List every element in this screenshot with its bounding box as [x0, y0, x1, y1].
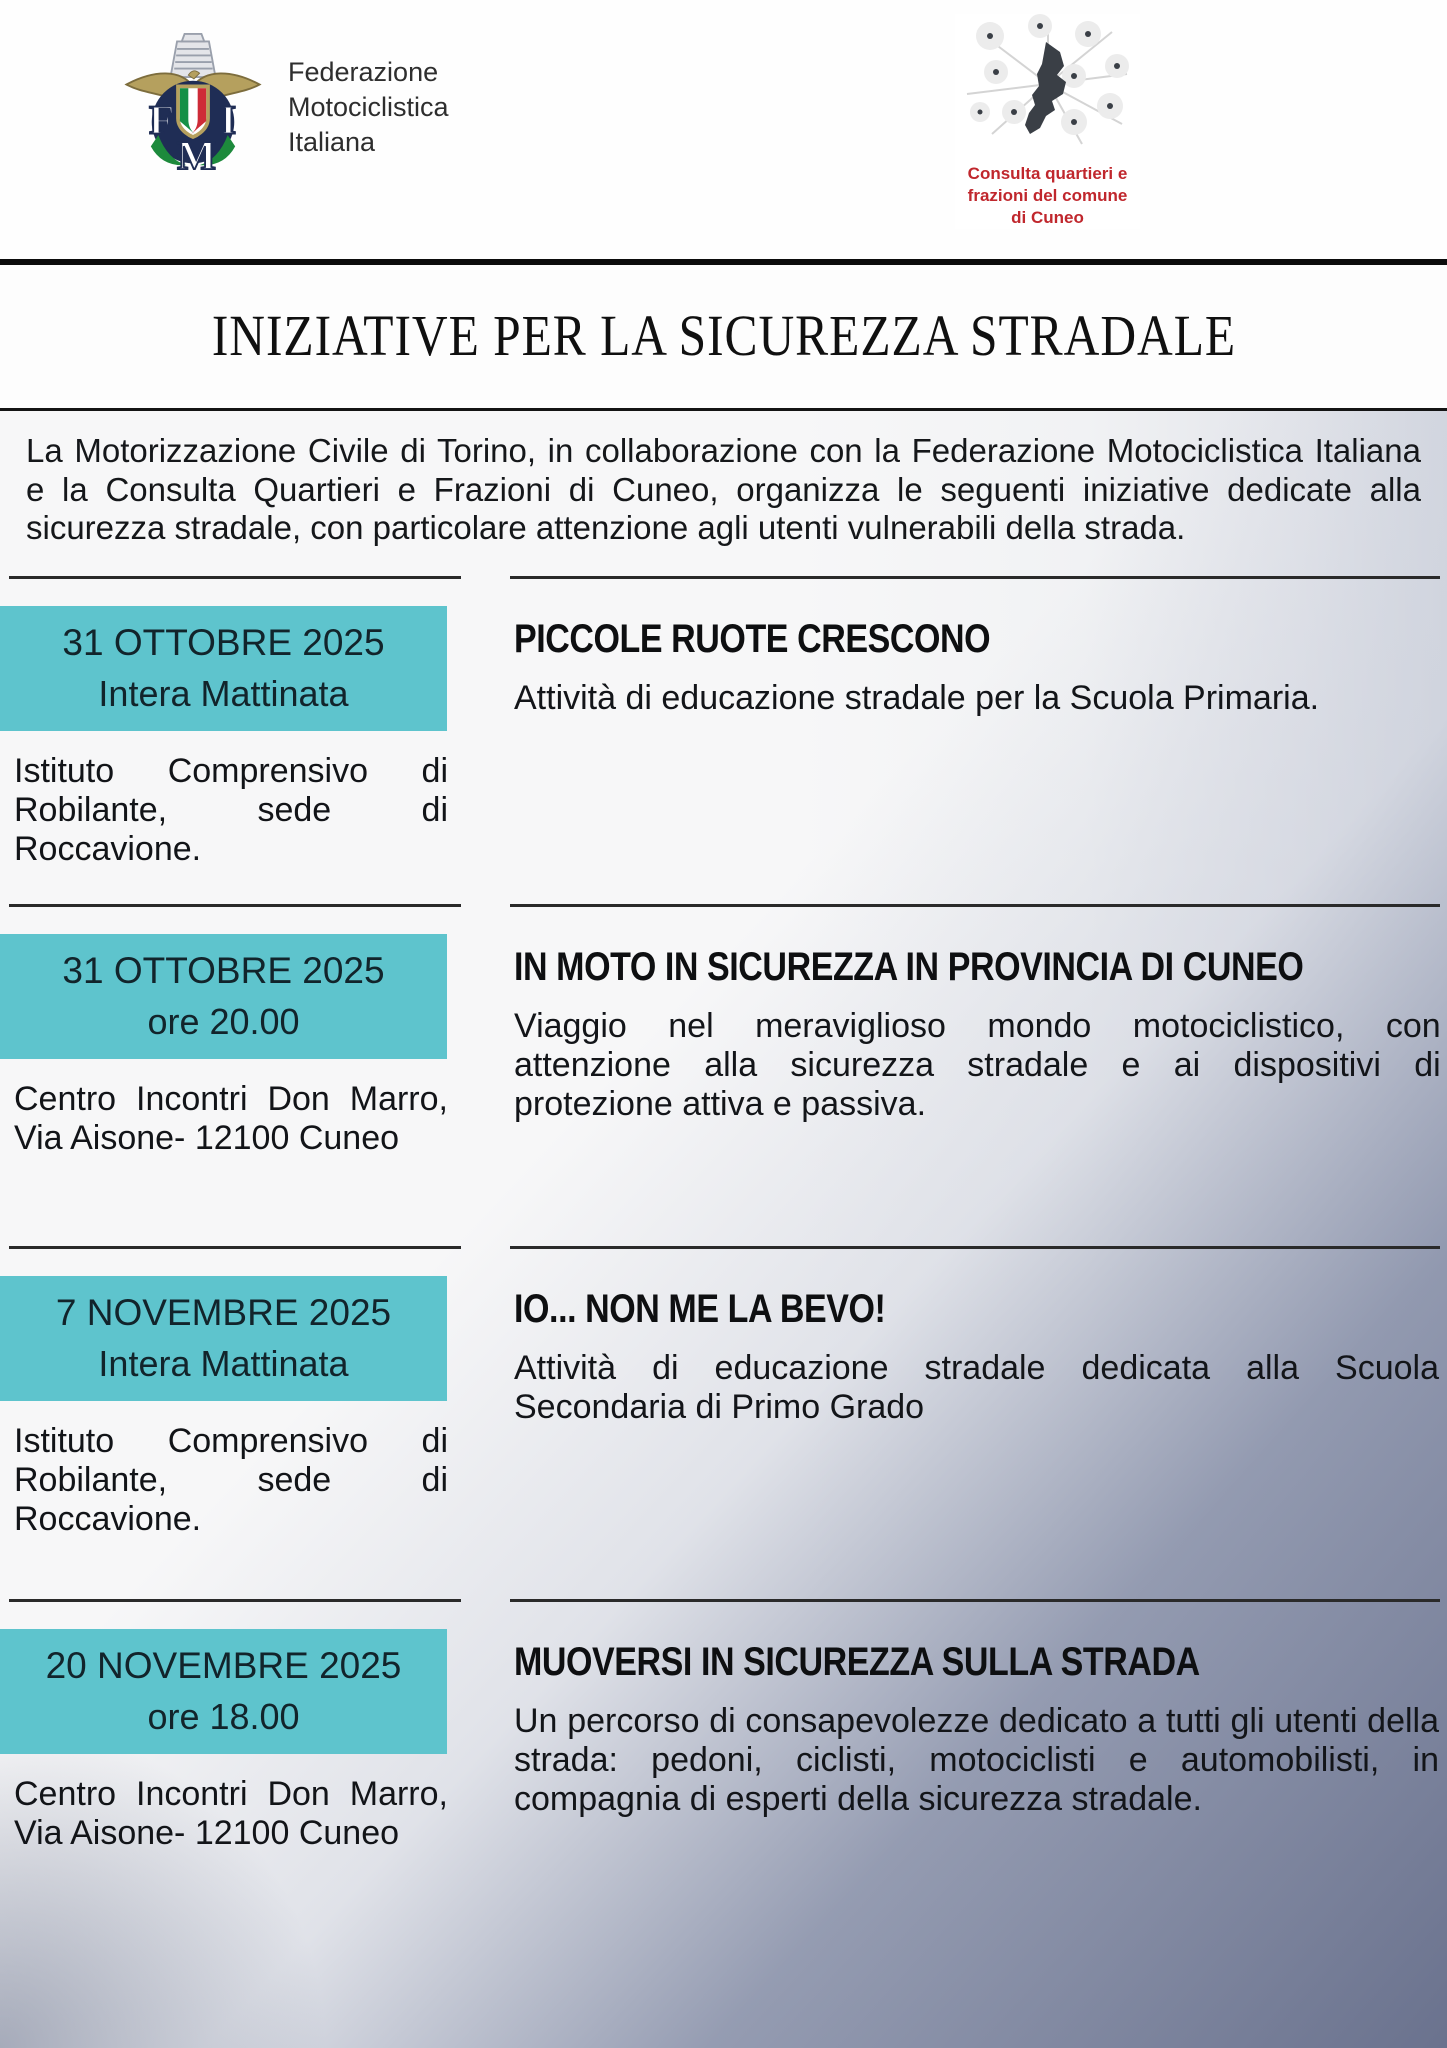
event-location: Istituto Comprensivo di Robilante, sede di Roccavione. [14, 1421, 448, 1538]
event-time: Intera Mattinata [98, 1342, 349, 1384]
event-time: Intera Mattinata [98, 672, 349, 714]
consulta-map-icon [962, 14, 1134, 154]
consulta-text-line: di Cuneo [1011, 208, 1084, 227]
event-list [0, 579, 1447, 2048]
consulta-text-line: Consulta quartieri e [967, 164, 1128, 183]
event-title: MUOVERSI IN SICUREZZA SULLA STRADA [514, 1639, 1200, 1684]
fmi-emblem-icon [118, 32, 268, 182]
event-description: Viaggio nel meraviglioso mondo motociclistico, con attenzione alla sicurezza stradale e ai dispositivi di protezione attiva e passiva. [514, 1006, 1441, 1123]
event-time: ore 18.00 [147, 1695, 300, 1737]
event-description: Un percorso di consapevolezze dedicato a tutti gli utenti della strada: pedoni, ciclisti, motociclisti e automobilisti, in compagnia di esperti della sicurezza stradale. [514, 1701, 1439, 1818]
event-date: 7 NOVEMBRE 2025 [55, 1291, 392, 1333]
event-title: PICCOLE RUOTE CRESCONO [514, 616, 991, 661]
header [0, 0, 1447, 259]
event-date: 31 OTTOBRE 2025 [62, 621, 385, 663]
event-details [460, 579, 1447, 876]
event-when-where [0, 1249, 460, 1571]
svg-text:I: I [220, 96, 237, 143]
fmi-logo-text [288, 55, 449, 160]
event-description: Attività di educazione stradale dedicata alla Scuola Secondaria di Primo Grado [514, 1348, 1439, 1426]
event-when-where [0, 1602, 460, 2048]
event-location: Centro Incontri Don Marro, Via Aisone- 12100 Cuneo [14, 1774, 448, 1852]
page-title: INIZIATIVE PER LA SICUREZZA STRADALE [211, 304, 1236, 369]
event-description: Attività di educazione stradale per la Scuola Primaria. [514, 678, 1320, 717]
consulta-logo [955, 14, 1140, 229]
event-date-box [0, 1276, 447, 1401]
svg-text:M: M [177, 131, 216, 178]
event-location: Centro Incontri Don Marro, Via Aisone- 12100 Cuneo [14, 1079, 448, 1157]
event-date: 31 OTTOBRE 2025 [62, 949, 385, 991]
event-date-box [0, 1629, 447, 1754]
content [0, 411, 1447, 2048]
event-location: Istituto Comprensivo di Robilante, sede di Roccavione. [14, 751, 448, 868]
event-date: 20 NOVEMBRE 2025 [45, 1644, 402, 1686]
event-row [0, 1249, 1447, 1571]
event-row [0, 579, 1447, 876]
fmi-text-line: Motociclistica [288, 91, 449, 122]
event-details [460, 1249, 1447, 1571]
svg-text:F: F [148, 96, 175, 143]
event-date-box [0, 934, 447, 1059]
event-when-where [0, 579, 460, 876]
fmi-text-line: Italiana [288, 126, 376, 157]
event-title: IO... NON ME LA BEVO! [514, 1286, 886, 1331]
event-date-box [0, 606, 447, 731]
event-title: IN MOTO IN SICUREZZA IN PROVINCIA DI CUNEO [514, 944, 1304, 989]
event-row [0, 1602, 1447, 2048]
event-row [0, 907, 1447, 1218]
event-time: ore 20.00 [147, 1000, 300, 1042]
event-details [460, 907, 1447, 1218]
title-band [0, 265, 1447, 408]
consulta-text-line: frazioni del comune [967, 186, 1128, 205]
intro-paragraph: La Motorizzazione Civile di Torino, in collaborazione con la Federazione Motociclistica Italiana e la Consulta Quartieri e Frazioni di Cuneo, organizza le seguenti iniziative dedicate alla sicurezza stradale, con particolare attenzione agli utenti vulnerabili della strada. [26, 432, 1421, 546]
consulta-logo-text [955, 163, 1140, 229]
event-details [460, 1602, 1447, 2048]
fmi-text-line: Federazione [288, 56, 439, 87]
fmi-logo [118, 32, 449, 182]
event-when-where [0, 907, 460, 1218]
